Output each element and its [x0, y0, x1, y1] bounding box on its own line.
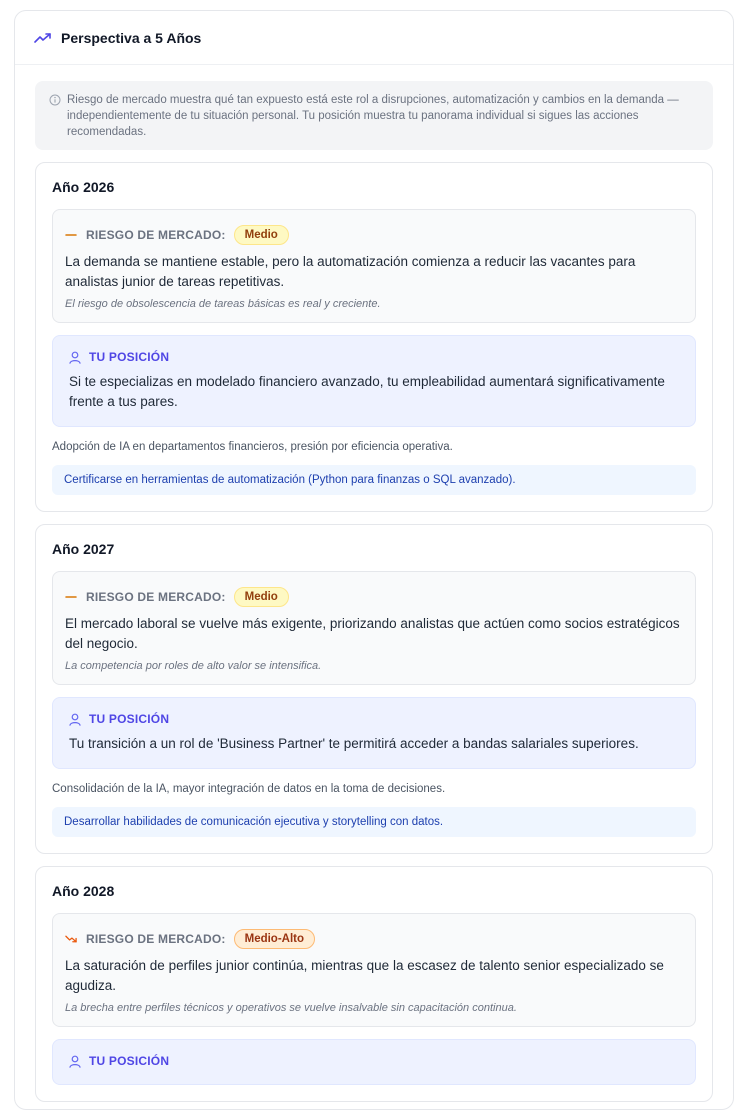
market-risk-note: La brecha entre perfiles técnicos y operativos se vuelve insalvable sin capacitación continua.: [65, 1002, 517, 1014]
info-note: [35, 81, 713, 150]
risk-badge: Medio: [234, 587, 289, 607]
your-position-text: Si te especializas en modelado financiero avanzado, tu empleabilidad aumentará significativamente frente a tus pares.: [69, 374, 665, 409]
market-risk-note: La competencia por roles de alto valor se intensifica.: [65, 660, 322, 672]
panel-title: Perspectiva a 5 Años: [61, 29, 202, 46]
year-title: Año 2026: [52, 179, 115, 195]
five-year-outlook-panel: [14, 10, 734, 1110]
your-position-box: [52, 697, 696, 769]
year-title: Año 2028: [52, 883, 115, 899]
your-position-box: [52, 335, 696, 427]
market-risk-note: El riesgo de obsolescencia de tareas básicas es real y creciente.: [65, 298, 381, 310]
risk-badge: Medio-Alto: [234, 929, 315, 949]
your-position-label: TU POSICIÓN: [89, 1054, 170, 1068]
recommended-action: Certificarse en herramientas de automatización (Python para finanzas o SQL avanzado).: [52, 465, 696, 495]
year-card-2026: [35, 162, 713, 512]
market-risk-text: El mercado laboral se vuelve más exigente, priorizando analistas que actúen como socios estratégicos del negocio.: [65, 616, 680, 651]
recommended-action: Desarrollar habilidades de comunicación ejecutiva y storytelling con datos.: [52, 807, 696, 837]
market-risk-text: La demanda se mantiene estable, pero la automatización comienza a reducir las vacantes para analistas junior de tareas repetitivas.: [65, 254, 636, 289]
info-text: Riesgo de mercado muestra qué tan expuesto está este rol a disrupciones, automatización y cambios en la demanda — independientemente de tu situación personal. Tu posición muestra tu panorama individual si sigues las acciones recomendadas.: [67, 94, 679, 138]
drivers-text: Consolidación de la IA, mayor integración de datos en la toma de decisiones.: [52, 783, 446, 795]
year-card-2027: [35, 524, 713, 854]
year-card-2028: [35, 866, 713, 1102]
your-position-label: TU POSICIÓN: [89, 712, 170, 726]
market-risk-label: RIESGO DE MERCADO:: [86, 228, 226, 242]
your-position-text: Tu transición a un rol de 'Business Partner' te permitirá acceder a bandas salariales superiores.: [69, 736, 639, 751]
market-risk-box: [52, 571, 696, 685]
trending-down-icon: [65, 933, 77, 945]
user-icon: [69, 1055, 81, 1068]
market-risk-text: La saturación de perfiles junior continúa, mientras que la escasez de talento senior especializado se agudiza.: [65, 958, 664, 993]
market-risk-label: RIESGO DE MERCADO:: [86, 590, 226, 604]
drivers-text: Adopción de IA en departamentos financieros, presión por eficiencia operativa.: [52, 441, 453, 453]
user-icon: [69, 351, 81, 364]
market-risk-label: RIESGO DE MERCADO:: [86, 932, 226, 946]
year-title: Año 2027: [52, 541, 115, 557]
panel-header: [15, 11, 733, 65]
minus-icon: [65, 229, 77, 241]
risk-badge: Medio: [234, 225, 289, 245]
market-risk-box: [52, 913, 696, 1027]
market-risk-box: [52, 209, 696, 323]
trending-up-icon: [34, 31, 52, 45]
your-position-box: [52, 1039, 696, 1085]
info-icon: [49, 94, 61, 140]
minus-icon: [65, 591, 77, 603]
user-icon: [69, 713, 81, 726]
your-position-label: TU POSICIÓN: [89, 350, 170, 364]
